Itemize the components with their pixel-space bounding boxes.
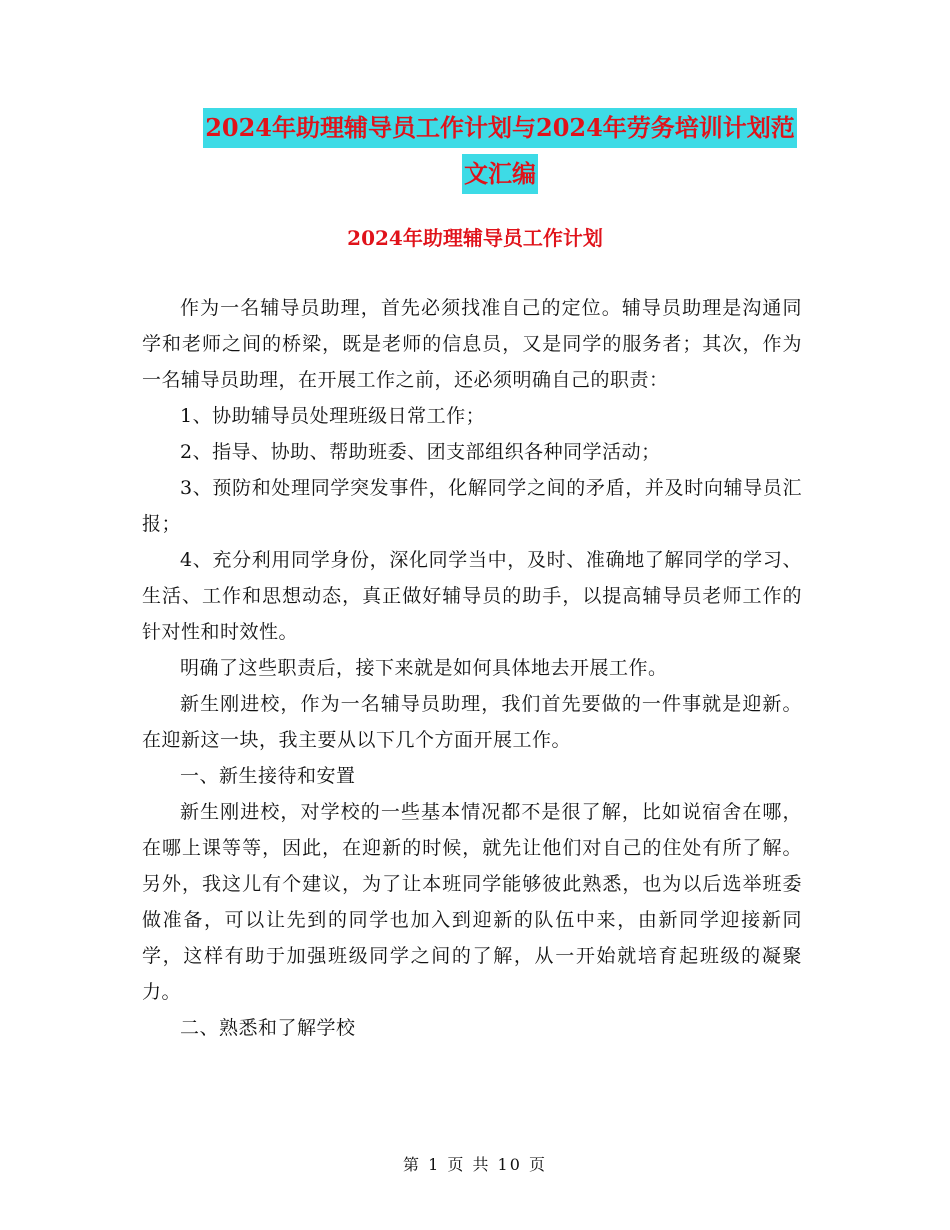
paragraph: 新生刚进校，作为一名辅导员助理，我们首先要做的一件事就是迎新。在迎新这一块，我主要从以下几个方面开展工作。: [142, 693, 802, 751]
paragraph: 二、熟悉和了解学校: [180, 1017, 356, 1039]
paragraph: 1、协助辅导员处理班级日常工作；: [180, 405, 486, 427]
title-line-2: 文汇编: [462, 154, 538, 194]
title-line-1: 2024年助理辅导员工作计划与2024年劳务培训计划范: [203, 108, 797, 148]
paragraph: 新生刚进校，对学校的一些基本情况都不是很了解，比如说宿舍在哪，在哪上课等等，因此，在迎新的时候，就先让他们对自己的住处有所了解。另外，我这儿有个建议，为了让本班同学能够彼此熟悉，也为以后选举班委做准备，可以让先到的同学也加入到迎新的队伍中来，由新同学迎接新同学，这样有助于加强班级同学之间的了解，从一开始就培育起班级的凝聚力。: [142, 801, 802, 1003]
paragraph: 2、指导、协助、帮助班委、团支部组织各种同学活动；: [180, 441, 661, 463]
paragraph: 一、新生接待和安置: [180, 765, 356, 787]
paragraph: 4、充分利用同学身份，深化同学当中，及时、准确地了解同学的学习、生活、工作和思想动态，真正做好辅导员的助手，以提高辅导员老师工作的针对性和时效性。: [142, 549, 802, 643]
page-footer: 第 1 页 共 10 页: [403, 1155, 547, 1174]
paragraph: 3、预防和处理同学突发事件，化解同学之间的矛盾，并及时向辅导员汇报；: [142, 477, 802, 535]
section-heading: 2024年助理辅导员工作计划: [347, 226, 603, 250]
paragraph: 作为一名辅导员助理，首先必须找准自己的定位。辅导员助理是沟通同学和老师之间的桥梁，既是老师的信息员，又是同学的服务者；其次，作为一名辅导员助理，在开展工作之前，还必须明确自己的职责：: [142, 297, 802, 391]
paragraph: 明确了这些职责后，接下来就是如何具体地去开展工作。: [180, 657, 668, 679]
document-title: [130, 108, 870, 194]
document-body: [142, 290, 802, 1046]
